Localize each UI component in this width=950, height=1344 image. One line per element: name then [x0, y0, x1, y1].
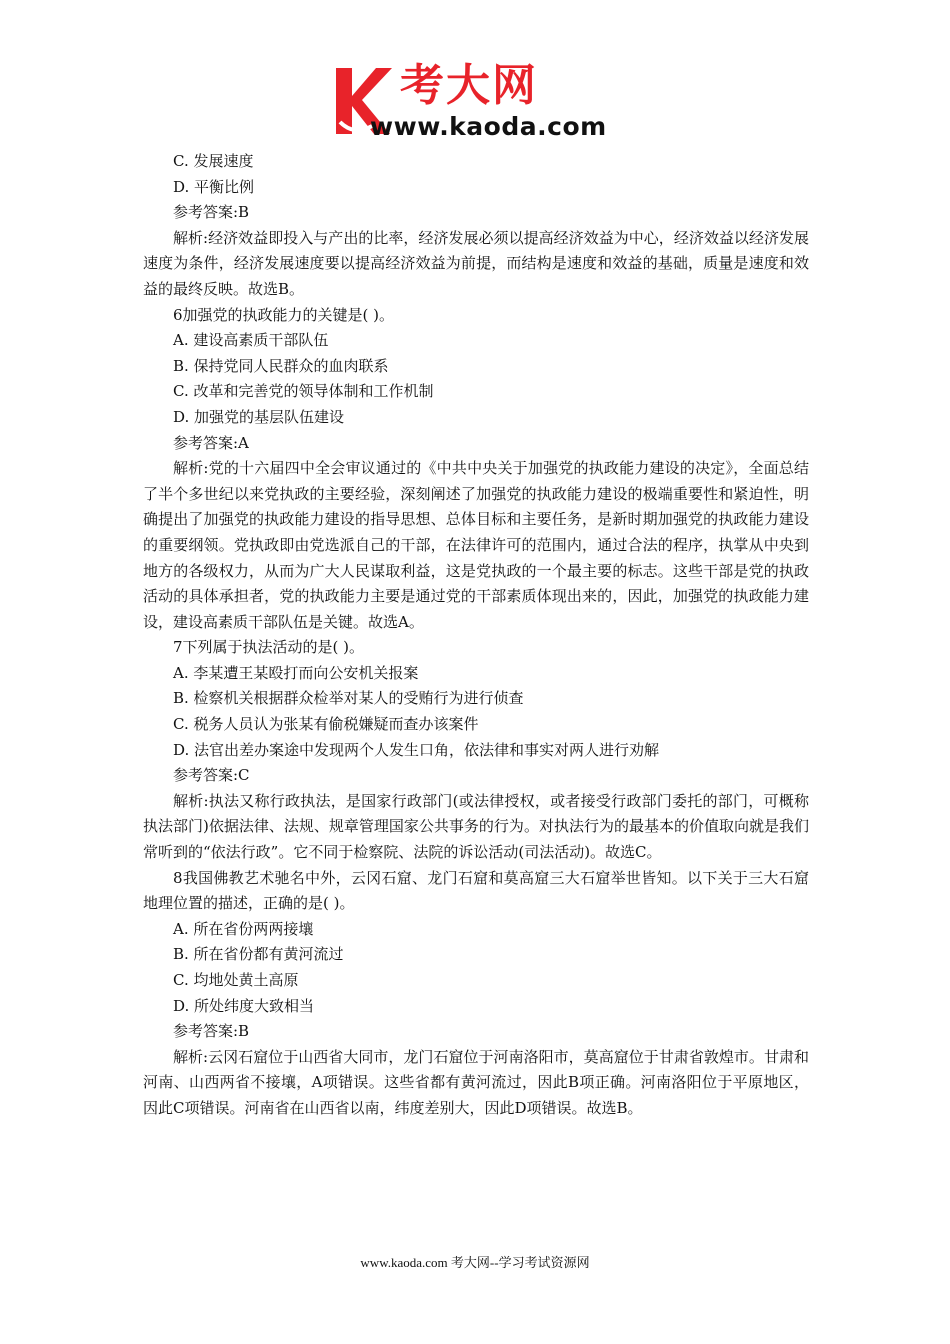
question-6: 6加强党的执政能力的关键是( )。	[173, 305, 395, 324]
option-a: A. 所在省份两两接壤	[173, 919, 314, 938]
answer: 参考答案:A	[173, 433, 249, 452]
logo-text: 考大网	[400, 60, 538, 111]
option-a: A. 李某遭王某殴打而向公安机关报案	[173, 663, 419, 682]
explanation: 解析:执法又称行政执法，是国家行政部门(或法律授权，或者接受行政部门委托的部门，可概称执法部门)依据法律、法规、规章管理国家公共事务的行为。对执法行为的最基本的价值取向就是我们常听到的“依法行政”。它不同于检察院、法院的诉讼活动(司法活动)。故选C。	[143, 791, 809, 862]
option-c: C. 均地处黄土高原	[173, 971, 299, 989]
answer: 参考答案:C	[173, 766, 250, 785]
option-b: B. 保持党同人民群众的血肉联系	[173, 356, 389, 375]
option-b: B. 所在省份都有黄河流过	[173, 945, 344, 964]
page-footer: www.kaoda.com 考大网--学习考试资源网	[360, 1255, 590, 1270]
option-d: D. 法官出差办案途中发现两个人发生口角，依法律和事实对两人进行劝解	[173, 740, 660, 759]
document-body	[143, 149, 809, 1122]
explanation: 解析:云冈石窟位于山西省大同市，龙门石窟位于河南洛阳市，莫高窟位于甘肃省敦煌市。甘肃和河南、山西两省不接壤，A项错误。这些省都有黄河流过，因此B项正确。河南洛阳位于平原地区，因此C项错误。河南省在山西省以南，纬度差别大，因此D项错误。故选B。	[143, 1047, 809, 1117]
option-c: C. 发展速度	[173, 152, 254, 170]
explanation: 解析:党的十六届四中全会审议通过的《中共中央关于加强党的执政能力建设的决定》，全面总结了半个多世纪以来党执政的主要经验，深刻阐述了加强党的执政能力建设的极端重要性和紧迫性，明确提出了加强党的执政能力建设的指导思想、总体目标和主要任务，是新时期加强党的执政能力建设的重要纲领。党执政即由党选派自己的干部，在法律许可的范围内，通过合法的程序，执掌从中央到地方的各级权力，从而为广大人民谋取利益，这是党执政的一个最主要的标志。这些干部是党的执政活动的具体承担者，党的执政能力主要是通过党的干部素质体现出来的，因此，加强党的执政能力建设，建设高素质干部队伍是关键。故选A。	[143, 459, 809, 631]
option-c: C. 改革和完善党的领导体制和工作机制	[173, 382, 434, 401]
explanation: 解析:经济效益即投入与产出的比率，经济发展必须以提高经济效益为中心，经济效益以经济发展速度为条件，经济发展速度要以提高经济效益为前提，而结构是速度和效益的基础，质量是速度和效益的最终反映。故选B。	[143, 228, 809, 298]
question-7: 7下列属于执法活动的是( )。	[173, 638, 365, 657]
question-8: 8我国佛教艺术驰名中外，云冈石窟、龙门石窟和莫高窟三大石窟举世皆知。以下关于三大石窟地理位置的描述，正确的是( )。	[143, 868, 809, 913]
logo-url: www.kaoda.com	[370, 112, 607, 141]
answer: 参考答案:B	[173, 1022, 250, 1041]
option-d: D. 加强党的基层队伍建设	[173, 407, 345, 426]
site-logo	[332, 62, 662, 142]
option-b: B. 检察机关根据群众检举对某人的受贿行为进行侦查	[173, 689, 524, 708]
option-d: D. 所处纬度大致相当	[173, 996, 315, 1015]
option-c: C. 税务人员认为张某有偷税嫌疑而查办该案件	[173, 715, 479, 734]
option-d: D. 平衡比例	[173, 177, 255, 196]
answer: 参考答案:B	[173, 203, 250, 222]
option-a: A. 建设高素质干部队伍	[173, 331, 329, 350]
